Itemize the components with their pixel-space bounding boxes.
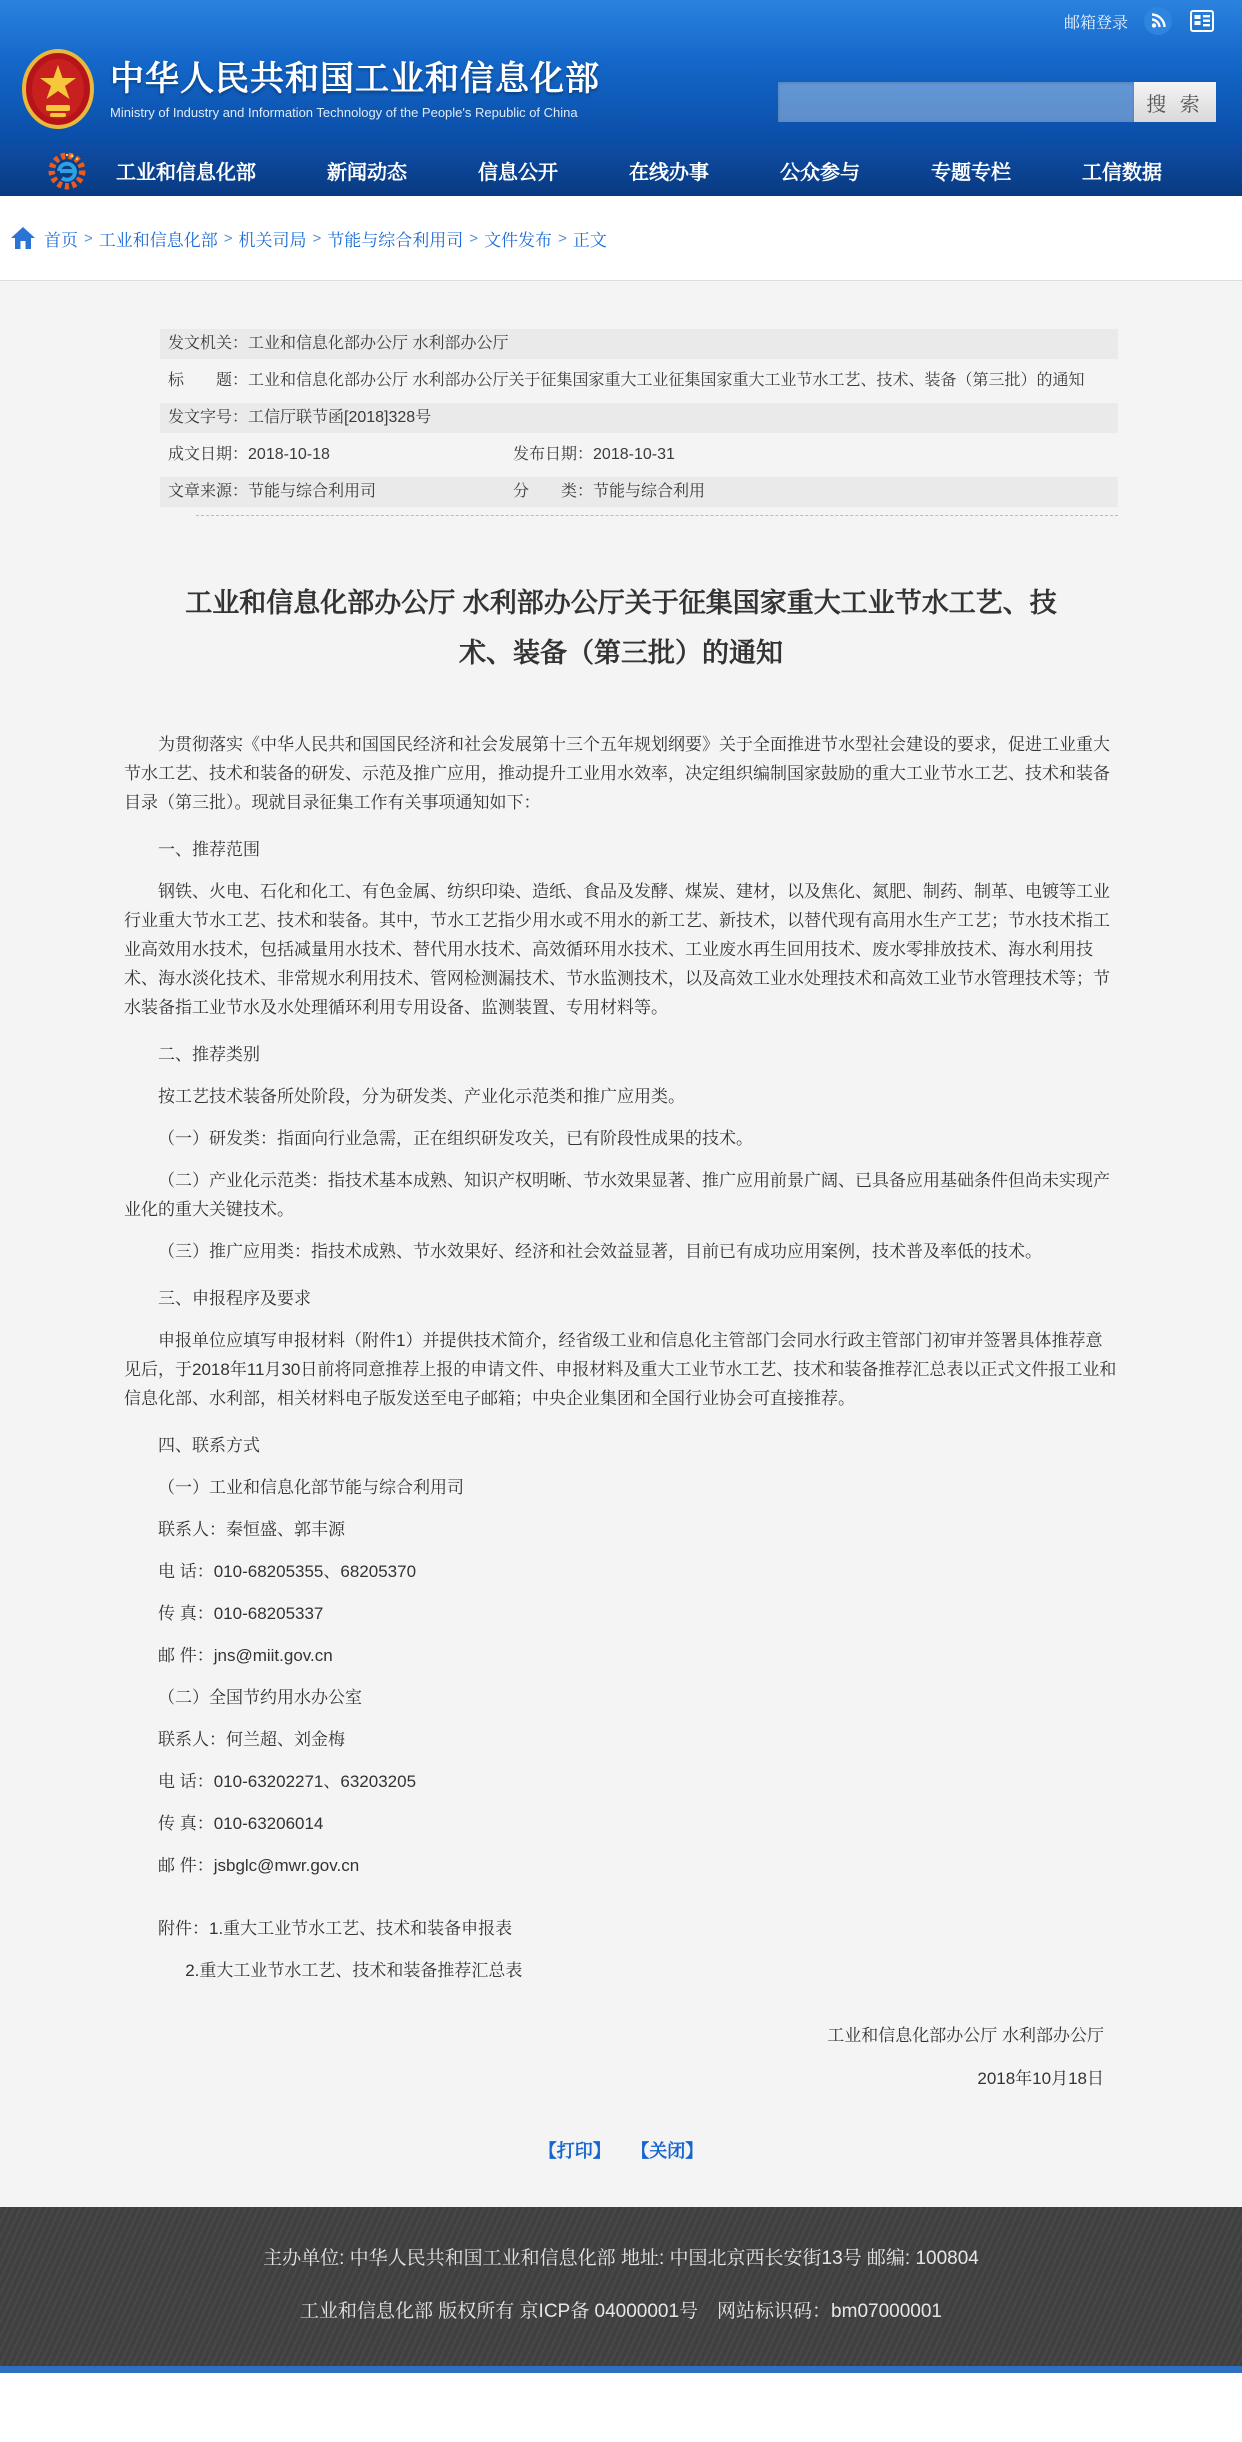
breadcrumb-documents[interactable]: 文件发布 bbox=[484, 230, 553, 250]
contact-email-1: 邮 件：jns@miit.gov.cn bbox=[158, 1646, 333, 1665]
main-content-area bbox=[0, 280, 1242, 2207]
article-body bbox=[124, 730, 1118, 1985]
contact-person-1: 联系人：秦恒盛、郭丰源 bbox=[158, 1520, 345, 1539]
search-area bbox=[778, 82, 1216, 122]
breadcrumb-separator: > bbox=[84, 229, 93, 247]
contact-fax-1: 传 真：010-68205337 bbox=[158, 1604, 324, 1623]
contact-phone-1: 电 话：010-68205355、68205370 bbox=[158, 1562, 417, 1581]
breadcrumb bbox=[0, 196, 1242, 280]
print-button[interactable]: 【打印】 bbox=[538, 2141, 611, 2161]
header-main bbox=[0, 42, 1242, 144]
meta-value: 2018-10-18 bbox=[248, 446, 330, 463]
meta-value: 工业和信息化部办公厅 水利部办公厅 bbox=[248, 335, 509, 352]
site-title: 中华人民共和国工业和信息化部 bbox=[110, 59, 600, 98]
paragraph: 申报单位应填写申报材料（附件1）并提供技术简介，经省级工业和信息化主管部门会同水行政主管部门初审并签署具体推荐意见后，于2018年11月30日前将同意推荐上报的申请文件、申报材料及重大工业节水工艺、技术和装备推荐汇总表以正式文件报工业和信息化部、水利部，相关材料电子版发送至电子邮箱；中央企业集团和全国行业协会可直接推荐。 bbox=[124, 1331, 1117, 1408]
breadcrumb-separator: > bbox=[223, 229, 233, 247]
contact-fax-2: 传 真：010-63206014 bbox=[158, 1814, 324, 1833]
footer-accent-bar bbox=[0, 2366, 1242, 2373]
paragraph: 按工艺技术装备所处阶段，分为研发类、产业化示范类和推广应用类。 bbox=[158, 1087, 685, 1106]
home-icon[interactable] bbox=[10, 226, 36, 250]
article-title: 工业和信息化部办公厅 水利部办公厅关于征集国家重大工业节水工艺、技术、装备（第三批）的通知 bbox=[185, 588, 1057, 668]
paragraph: 钢铁、火电、石化和化工、有色金属、纺织印染、造纸、食品及发酵、煤炭、建材，以及焦化、氮肥、制药、制革、电镀等工业行业重大节水工艺、技术和装备。其中，节水工艺指少用水或不用水的新工艺、新技术，以替代现有高用水生产工艺；节水技术指工业高效用水技术，包括减量用水技术、替代用水技术、高效循环用水技术、工业废水再生回用技术、废水零排放技术、海水利用技术、海水淡化技术、非常规水利用技术、管网检测漏技术、节水监测技术，以及高效工业水处理技术和高效工业节水管理技术等；节水装备指工业节水及水处理循环利用专用设备、监测装置、专用材料等。 bbox=[124, 882, 1110, 1017]
section-heading-4: 四、联系方式 bbox=[158, 1436, 260, 1455]
close-button[interactable]: 【关闭】 bbox=[631, 2141, 704, 2161]
meta-value: 节能与综合利用司 bbox=[248, 483, 377, 500]
contact-email-2: 邮 件：jsbglc@mwr.gov.cn bbox=[158, 1856, 360, 1875]
search-input[interactable] bbox=[778, 82, 1134, 122]
paragraph: （二）产业化示范类：指技术基本成熟、知识产权明晰、节水效果显著、推广应用前景广阔、已具备应用基础条件但尚未实现产业化的重大关键技术。 bbox=[124, 1171, 1110, 1219]
footer-copyright: 工业和信息化部 版权所有 京ICP备 04000001号 网站标识码：bm07000001 bbox=[300, 2301, 942, 2322]
rss-icon[interactable] bbox=[1144, 7, 1172, 35]
contact-phone-2: 电 话：010-63202271、63203205 bbox=[158, 1772, 417, 1791]
news-list-icon[interactable] bbox=[1188, 7, 1216, 35]
breadcrumb-separator: > bbox=[558, 229, 567, 247]
meta-value: 工业和信息化部办公厅 水利部办公厅关于征集国家重大工业征集国家重大工业节水工艺、技术、装备（第三批）的通知 bbox=[248, 372, 1085, 389]
attachment-1: 附件：1.重大工业节水工艺、技术和装备申报表 bbox=[158, 1919, 513, 1938]
miit-logo-icon bbox=[46, 149, 88, 191]
email-login-link[interactable]: 邮箱登录 bbox=[1063, 14, 1128, 32]
national-emblem-icon bbox=[20, 47, 96, 131]
topbar bbox=[0, 0, 1242, 42]
meta-value: 2018-10-31 bbox=[593, 446, 675, 463]
breadcrumb-miit[interactable]: 工业和信息化部 bbox=[98, 230, 218, 250]
meta-row-dates bbox=[160, 440, 1118, 470]
attachment-2: 2.重大工业节水工艺、技术和装备推荐汇总表 bbox=[185, 1961, 523, 1980]
meta-row-title bbox=[160, 366, 1118, 396]
meta-value: 工信厅联节函[2018]328号 bbox=[248, 409, 432, 426]
meta-label: 发文机关： bbox=[168, 335, 249, 352]
nav-items bbox=[116, 156, 1162, 185]
signature-block bbox=[124, 2021, 1118, 2089]
meta-value: 节能与综合利用 bbox=[593, 483, 706, 500]
page-footer bbox=[0, 2207, 1242, 2366]
breadcrumb-current[interactable]: 正文 bbox=[572, 230, 607, 250]
nav-item-data[interactable]: 工信数据 bbox=[1082, 161, 1162, 184]
section-heading-3: 三、申报程序及要求 bbox=[158, 1289, 311, 1308]
nav-item-public-participation[interactable]: 公众参与 bbox=[780, 161, 860, 184]
breadcrumb-separator: > bbox=[469, 229, 479, 247]
meta-label: 发布日期： bbox=[513, 446, 594, 463]
site-subtitle: Ministry of Industry and Information Technology of the People's Republic of China bbox=[110, 104, 578, 120]
nav-item-miit[interactable]: 工业和信息化部 bbox=[116, 161, 256, 184]
section-heading-1: 一、推荐范围 bbox=[158, 840, 260, 859]
signature-date: 2018年10月18日 bbox=[977, 2069, 1104, 2088]
meta-row-doc-number bbox=[160, 403, 1118, 433]
nav-item-special-topics[interactable]: 专题专栏 bbox=[931, 161, 1011, 184]
search-button[interactable]: 搜 索 bbox=[1134, 82, 1216, 122]
title-block bbox=[110, 59, 778, 120]
paragraph: （三）推广应用类：指技术成熟、节水效果好、经济和社会效益显著，目前已有成功应用案例，技术普及率低的技术。 bbox=[158, 1242, 1042, 1261]
breadcrumb-home[interactable]: 首页 bbox=[44, 230, 78, 250]
breadcrumb-separator: > bbox=[312, 229, 322, 247]
footer-host-info: 主办单位: 中华人民共和国工业和信息化部 地址: 中国北京西长安街13号 邮编: 100804 bbox=[263, 2248, 979, 2269]
nav-item-online-services[interactable]: 在线办事 bbox=[629, 161, 709, 184]
paragraph: 为贯彻落实《中华人民共和国国民经济和社会发展第十三个五年规划纲要》关于全面推进节水型社会建设的要求，促进工业重大节水工艺、技术和装备的研发、示范及推广应用，推动提升工业用水效率，决定组织编制国家鼓励的重大工业节水工艺、技术和装备目录（第三批）。现就目录征集工作有关事项通知如下： bbox=[124, 735, 1110, 812]
nav-item-info-disclosure[interactable]: 信息公开 bbox=[478, 161, 558, 184]
meta-dashed-divider bbox=[196, 515, 1118, 516]
signature-org: 工业和信息化部办公厅 水利部办公厅 bbox=[827, 2026, 1104, 2045]
meta-row-source-category bbox=[160, 477, 1118, 507]
site-header bbox=[0, 0, 1242, 144]
breadcrumb-departments[interactable]: 机关司局 bbox=[238, 230, 307, 250]
main-navbar bbox=[0, 144, 1242, 196]
contact-org-2: （二）全国节约用水办公室 bbox=[158, 1688, 362, 1707]
document-meta-table bbox=[160, 329, 1118, 516]
action-row bbox=[124, 2137, 1118, 2163]
contact-org-1: （一）工业和信息化部节能与综合利用司 bbox=[158, 1478, 464, 1497]
meta-label: 发文字号： bbox=[168, 409, 249, 426]
meta-label: 成文日期： bbox=[168, 446, 249, 463]
breadcrumb-energy-dept[interactable]: 节能与综合利用司 bbox=[327, 230, 464, 250]
meta-row-issuing-agency bbox=[160, 329, 1118, 359]
meta-label: 标 题： bbox=[168, 372, 249, 389]
contact-person-2: 联系人：何兰超、刘金梅 bbox=[158, 1730, 345, 1749]
nav-item-news[interactable]: 新闻动态 bbox=[327, 161, 407, 184]
meta-label: 文章来源： bbox=[168, 483, 249, 500]
section-heading-2: 二、推荐类别 bbox=[158, 1045, 260, 1064]
paragraph: （一）研发类：指面向行业急需，正在组织研发攻关，已有阶段性成果的技术。 bbox=[158, 1129, 753, 1148]
meta-label: 分 类： bbox=[513, 483, 594, 500]
